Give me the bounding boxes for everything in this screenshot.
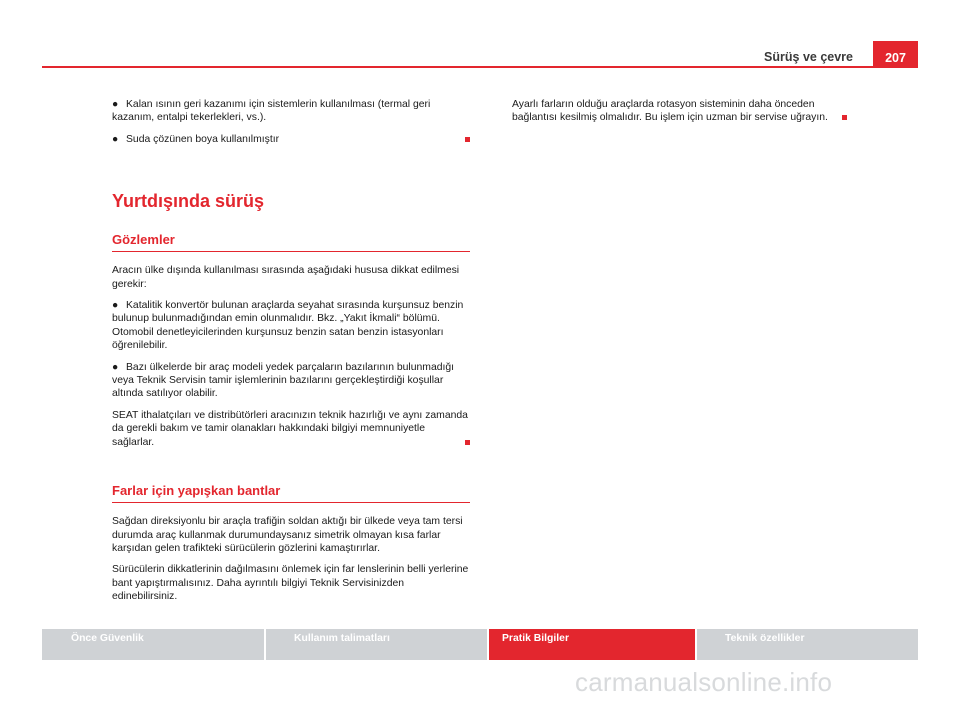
bullet-icon: ● [112, 361, 119, 373]
bullet-icon: ● [112, 133, 119, 145]
bullet-icon: ● [112, 99, 119, 110]
bullet-icon: ● [112, 300, 119, 312]
headlight-paragraph-1: Sağdan direksiyonlu bir araçla trafiğin soldan aktığı bir ülkede veya tam tersi durumda araç kullanmak durumundaysanız simetrik olmayan kısa farlar karşıdan gelen trafikteki sürücülerin gözlerini kamaştırırlar. [112, 516, 463, 554]
bullet-item: ● Katalitik konvertör bulunan araçlarda seyahat sırasında kurşunsuz benzin bulunup bulunmadığından emin olunmalıdır. Bkz. „Yakıt İkmali“ bölümü. Otomobil denetleyicilerinden kurşunsuz benzin satan benzin istasyonları öğrenilebilir. [112, 300, 464, 352]
section-end-marker-icon [842, 115, 847, 120]
footer-tabs [42, 629, 918, 660]
tab-safety-first[interactable]: Önce Güvenlik [42, 629, 264, 660]
tab-practical-info[interactable]: Pratik Bilgiler [489, 629, 695, 660]
headlight-paragraph-2: Sürücülerin dikkatlerinin dağılmasını önlemek için far lenslerinin belli yerlerine bant yapıştırmalısınız. Daha ayrıntılı bilgiyi Teknik Servisinizden edinebilirsiniz. [112, 564, 469, 603]
section-title: Yurtdışında sürüş [112, 191, 265, 212]
page-number: 207 [873, 41, 918, 68]
subsection-title-headlight-tape: Farlar için yapışkan bantlar [112, 483, 470, 503]
dealer-paragraph: SEAT ithalatçıları ve distribütörleri aracınızın teknik hazırlığı ve aynı zamanda da gerekli bakım ve tamir olanakları hakkındaki bilgiyi memnuniyetle sağlarlar. [112, 409, 470, 449]
section-end-marker-icon [465, 440, 470, 445]
right-column [512, 98, 862, 133]
bullet-item: ● Kalan ısının geri kazanımı için sistemlerin kullanılması (termal geri kazanım, entalpi tekerlekleri, vs.). [112, 99, 431, 124]
tab-technical-specs[interactable]: Teknik özellikler [697, 629, 918, 660]
intro-paragraph: Aracın ülke dışında kullanılması sırasında aşağıdaki hususa dikkat edilmesi gerekir: [112, 265, 460, 290]
watermark: carmanualsonline.info [575, 667, 833, 697]
bullet-item: ● Bazı ülkelerde bir araç modeli yedek parçaların bazılarının bulunmadığı veya Teknik Servisin tamir işlemlerinin bazılarını gerçekleştirdiği koşullar altında satılıyor olabilir. [112, 361, 455, 400]
subsection-title-observations: Gözlemler [112, 232, 470, 252]
tab-operating-instructions[interactable]: Kullanım talimatları [266, 629, 487, 660]
left-column [112, 98, 470, 612]
header-rule [42, 66, 918, 68]
running-header-title: Sürüş ve çevre [764, 50, 853, 64]
section-end-marker-icon [465, 137, 470, 142]
rotation-paragraph: Ayarlı farların olduğu araçlarda rotasyon sisteminin daha önceden bağlantısı kesilmiş olmalıdır. Bu işlem için uzman bir servise uğrayın. [512, 98, 862, 125]
bullet-item: ● Suda çözünen boya kullanılmıştır [112, 133, 470, 146]
